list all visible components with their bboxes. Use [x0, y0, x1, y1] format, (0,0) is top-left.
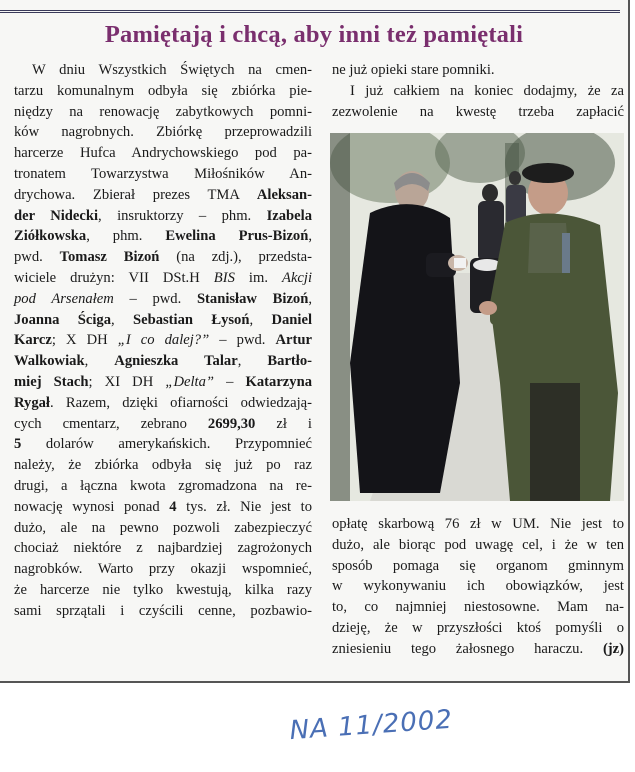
article-text-line: [14, 226, 312, 247]
article-text-run: Aleksan-: [256, 186, 312, 203]
article-text-line: [332, 60, 624, 81]
article-text-run: der Nidecki: [14, 207, 99, 224]
article-text-line: [14, 310, 312, 331]
article-text-line: [14, 143, 312, 164]
article-text-run: ,: [84, 353, 115, 370]
article-text-run: pwd.: [14, 249, 60, 266]
article-text-line: [14, 268, 312, 289]
article-text-run: pod Arsenałem: [14, 290, 114, 307]
article-text-line: [14, 476, 312, 497]
article-text-line: [14, 497, 312, 518]
article-text-run: 4: [169, 498, 177, 515]
article-text-run: ,: [111, 311, 133, 328]
article-text-run: ,: [249, 311, 272, 328]
article-text-run: ków nagrobnych. Zbiórkę przeprowadzili: [14, 124, 312, 141]
top-rule: [0, 10, 620, 13]
article-text-run: zezwolenie na kwestę trzeba zapłacić: [332, 103, 624, 120]
article-text-run: 5: [14, 436, 22, 453]
article-text-run: im.: [234, 269, 283, 286]
article-text-run: to, co najmniej niestosowne. Mam na-: [332, 599, 624, 616]
article-text-run: harcerze Hufca Andrychowskiego pod pa-: [14, 145, 312, 162]
article-text-line: [14, 122, 312, 143]
article-text-line: [14, 455, 312, 476]
article-text-run: „I co dalej?”: [117, 332, 210, 349]
article-text-run: I już całkiem na koniec dodajmy, że za: [350, 82, 624, 99]
article-text-line: [14, 164, 312, 185]
article-left-column: [14, 60, 312, 622]
article-text-run: 2699,30: [207, 415, 256, 432]
article-text-line: [332, 576, 624, 597]
article-text-run: , phm.: [86, 228, 166, 245]
article-text-line: [332, 514, 624, 535]
article-text-run: że harcerze nie tylko kwestują, kilka razy: [14, 581, 312, 598]
article-text-line: [14, 351, 312, 372]
article-text-run: opłatę skarbową 76 zł w UM. Nie jest to: [332, 516, 624, 532]
article-text-line: [14, 580, 312, 601]
article-text-run: Ziółkowska: [14, 228, 87, 245]
article-text-run: nagrobków. Warto przy okazji wspomnieć,: [14, 561, 312, 578]
article-text-line: [14, 330, 312, 351]
article-text-run: Artur: [275, 332, 312, 349]
article-text-run: W dniu Wszystkich Świętych na cmen-: [32, 62, 312, 78]
article-text-line: [14, 102, 312, 123]
article-text-run: ne już opieki stare pomniki.: [332, 62, 495, 78]
article-text-run: niędzy na renowację zabytkowych pomni-: [14, 103, 312, 120]
article-text-run: Karcz: [14, 332, 52, 349]
article-text-run: ,: [308, 290, 312, 307]
article-text-line: [14, 206, 312, 227]
article-right-column-top: [332, 60, 624, 122]
article-text-run: Sebastian Łysoń: [132, 311, 250, 328]
article-text-run: Akcji: [282, 269, 313, 286]
article-text-run: Izabela: [266, 207, 312, 224]
article-text-run: – pwd.: [209, 332, 276, 349]
article-text-run: ,: [308, 228, 312, 245]
article-text-line: [14, 60, 312, 81]
article-text-run: sami sprzątali i czyścili cenne, pozbawio-: [14, 602, 312, 619]
article-text-run: zniesieniu tego żałosnego haraczu.: [332, 640, 603, 657]
article-text-run: zł i: [255, 415, 312, 432]
article-text-run: dużo, ale biorąc pod uwagę cel, i że w ten: [332, 536, 624, 553]
article-text-line: [14, 185, 312, 206]
article-text-run: dolarów amerykańskich. Przypomnieć: [21, 436, 312, 453]
article-text-run: Ewelina Prus-Bizoń: [165, 228, 309, 245]
article-text-run: Rygał: [14, 394, 50, 411]
article-text-line: [14, 81, 312, 102]
article-text-run: –: [214, 373, 246, 390]
article-text-run: cych cmentarz, zebrano: [14, 415, 208, 432]
article-text-line: [14, 518, 312, 539]
article-text-line: [14, 372, 312, 393]
article-right-column-bottom: [332, 514, 624, 660]
article-text-run: – pwd.: [113, 290, 197, 307]
article-text-line: [332, 597, 624, 618]
article-text-run: dzieję, że w przyszłości ktoś pomyśli o: [332, 619, 624, 636]
article-text-run: dużo, ale na pewno pozwoli zabezpieczyć: [14, 519, 312, 536]
article-text-run: Katarzyna: [245, 373, 312, 390]
article-text-run: ; X DH: [51, 332, 118, 349]
article-text-line: [332, 535, 624, 556]
article-text-run: ; XI DH: [88, 373, 166, 390]
article-text-run: drugi, a łączna kwota zgromadzona na re-: [14, 477, 312, 494]
article-text-run: Joanna Ściga: [14, 311, 111, 328]
article-text-line: [14, 414, 312, 435]
article-text-run: Agnieszka Talar: [114, 353, 238, 370]
article-text-line: [332, 81, 624, 102]
article-text-run: sposób pomaga się organom gminnym: [332, 557, 624, 574]
article-text-run: Walkowiak: [14, 353, 85, 370]
article-text-run: tys. zł. Nie jest to: [176, 498, 312, 515]
article-text-line: [14, 559, 312, 580]
article-text-run: tronatem Towarzystwa Miłośników An-: [14, 165, 312, 182]
article-text-run: Stanisław Bizoń: [196, 290, 309, 307]
article-text-run: . Razem, dzięki ofiarności odwiedzają-: [49, 394, 312, 411]
article-text-run: w wykonywaniu ich obowiązków, jest: [332, 578, 624, 595]
article-text-run: BIS: [213, 269, 235, 286]
article-text-line: [14, 538, 312, 559]
article-text-run: (jz): [602, 640, 624, 657]
article-text-run: chociaż niektóre z najbardziej zagrożonych: [14, 540, 312, 557]
article-text-line: [14, 601, 312, 622]
photo-two-men-at-cemetery-icon: [330, 133, 624, 501]
article-photo: [330, 133, 624, 501]
article-text-run: miej Stach: [14, 373, 89, 390]
article-text-line: [332, 102, 624, 123]
article-text-line: [332, 639, 624, 660]
article-text-line: [14, 247, 312, 268]
article-text-line: [332, 556, 624, 577]
article-text-run: „Delta”: [165, 373, 215, 390]
article-text-line: [14, 434, 312, 455]
article-text-run: wiciele drużyn: VII DSt.H: [14, 269, 214, 286]
article-text-run: drychowa. Zbierał prezes TMA: [14, 186, 257, 203]
article-text-run: Tomasz Bizoń: [59, 249, 160, 266]
handwritten-note: NA 11/2002: [288, 704, 454, 747]
article-text-run: Daniel: [271, 311, 312, 328]
article-text-run: należy, że zbiórka odbyła się już po raz: [14, 457, 312, 474]
article-headline: Pamiętają i chcą, aby inni też pamiętali: [104, 21, 524, 48]
article-text-line: [332, 618, 624, 639]
article-text-run: ,: [237, 353, 268, 370]
article-text-line: [14, 289, 312, 310]
article-text-run: (na zdj.), przedsta-: [159, 249, 312, 266]
article-text-run: nowację wynosi ponad: [14, 498, 170, 515]
article-text-run: Bartło-: [267, 353, 313, 370]
article-text-line: [14, 393, 312, 414]
article-text-run: , insruktorzy – phm.: [98, 207, 267, 224]
article-text-run: tarzu komunalnym odbyła się zbiórka pie-: [14, 82, 312, 99]
